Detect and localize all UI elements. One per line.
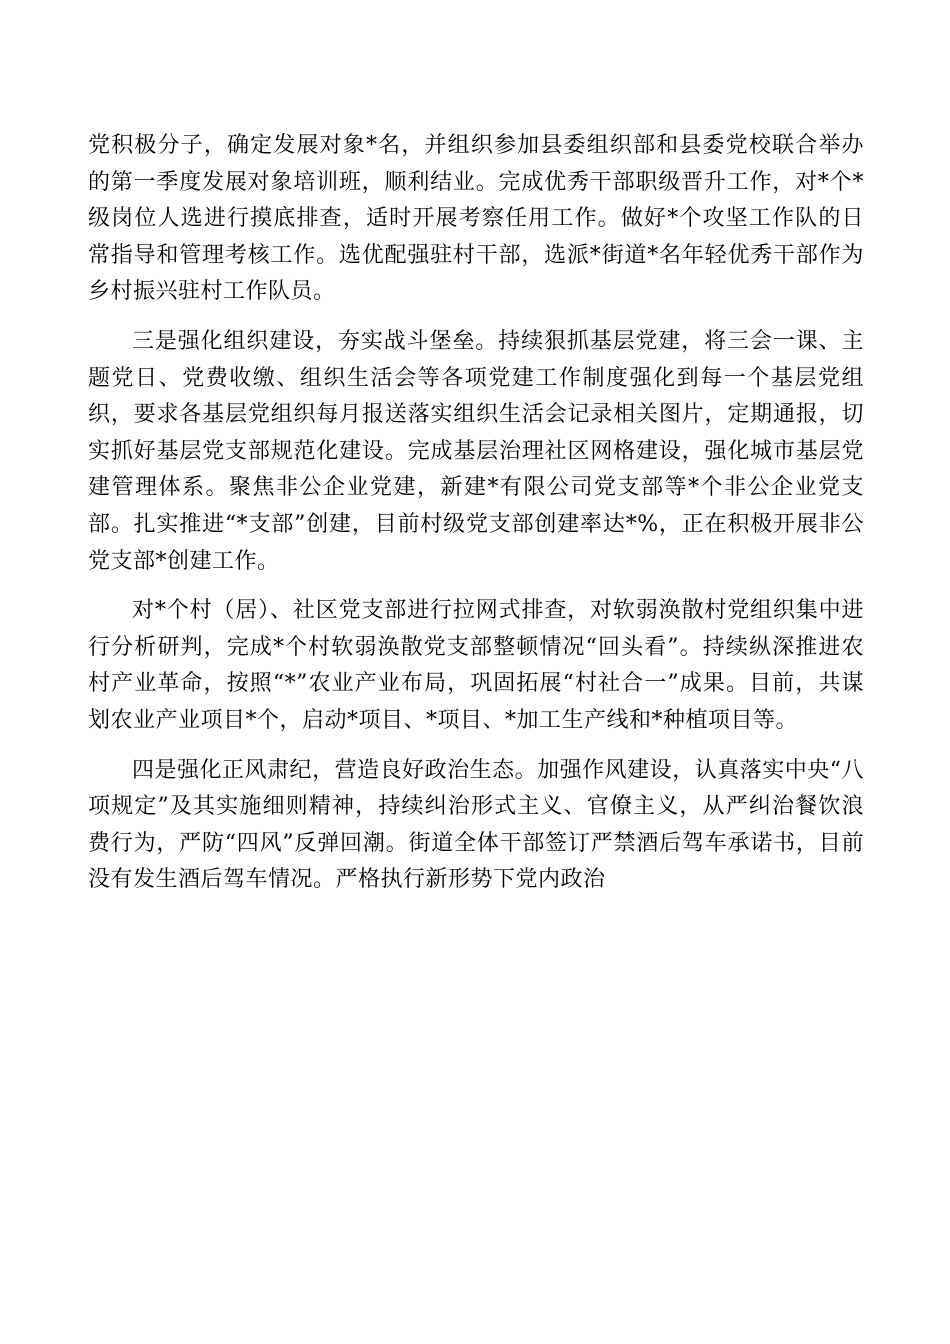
- paragraph-village-branches: 对*个村（居）、社区党支部进行拉网式排查，对软弱涣散村党组织集中进行分析研判，完成*个村软弱涣散党支部整顿情况“回头看”。持续纵深推进农村产业革命，按照“*”农业产业布局，巩固拓展“村社合一”成果。目前，共谋划农业产业项目*个，启动*项目、*项目、*加工生产线和*种植项目等。: [88, 598, 864, 733]
- paragraph-discipline: 四是强化正风肃纪，营造良好政治生态。加强作风建设，认真落实中央“八项规定”及其实施细则精神，持续纠治形式主义、官僚主义，从严纠治餐饮浪费行为，严防“四风”反弹回潮。街道全体干部签订严禁酒后驾车承诺书，目前没有发生酒后驾车情况。严格执行新形势下党内政治: [88, 757, 864, 893]
- paragraph-gap: [88, 311, 864, 324]
- paragraph-gap: [88, 740, 864, 753]
- paragraph-continuation: 党积极分子，确定发展对象*名，并组织参加县委组织部和县委党校联合举办的第一季度发展对象培训班，顺利结业。完成优秀干部职级晋升工作，对*个*级岗位人选进行摸底排查，适时开展考察任用工作。做好*个攻坚工作队的日常指导和管理考核工作。选优配强驻村干部，选派*街道*名年轻优秀干部作为乡村振兴驻村工作队员。: [88, 133, 864, 305]
- paragraph-organization-building: 三是强化组织建设，夯实战斗堡垒。持续狠抓基层党建，将三会一课、主题党日、党费收缴、组织生活会等各项党建工作制度强化到每一个基层党组织，要求各基层党组织每月报送落实组织生活会记录相关图片，定期通报，切实抓好基层党支部规范化建设。完成基层治理社区网格建设，强化城市基层党建管理体系。聚焦非公企业党建，新建*有限公司党支部等*个非公企业党支部。扎实推进“*支部”创建，目前村级党支部创建率达*%，正在积极开展非公党支部*创建工作。: [88, 328, 864, 574]
- paragraph-gap: [88, 580, 864, 593]
- document-body: [88, 128, 864, 899]
